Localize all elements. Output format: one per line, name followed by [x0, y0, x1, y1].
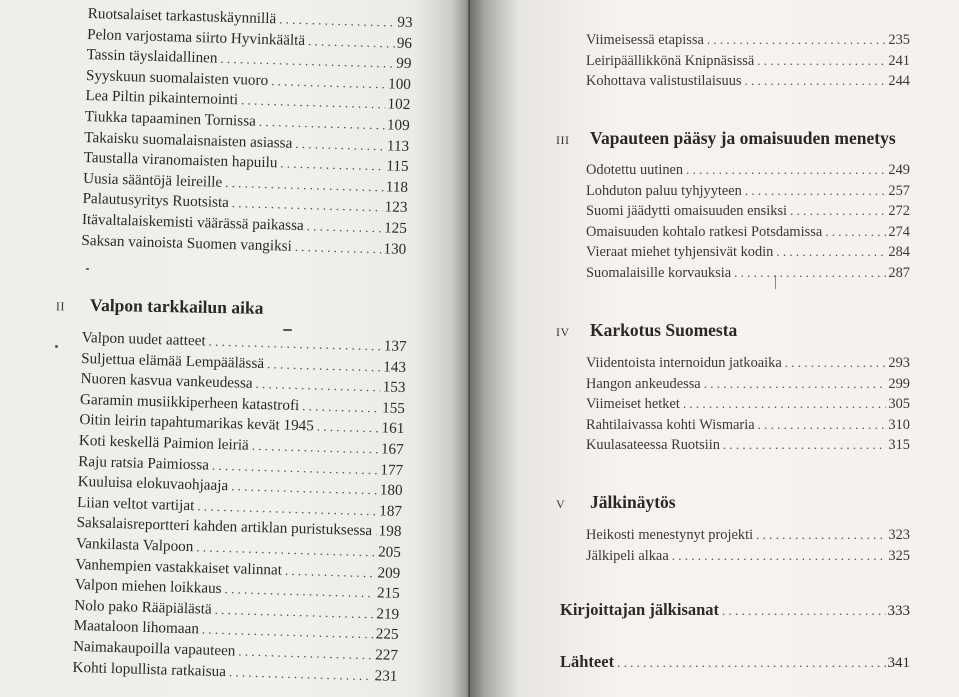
entry-title: Liian veltot vartijat — [76, 493, 195, 514]
part-title: Vapauteen pääsy ja omaisuuden menetys — [590, 128, 896, 148]
part2-continued-list — [586, 30, 910, 92]
toc-entry — [586, 242, 910, 263]
dot-leader — [295, 236, 382, 259]
entry-page: 257 — [888, 182, 910, 199]
entry-title: Naimakaupoilla vapauteen — [72, 637, 236, 660]
dot-leader — [758, 415, 887, 436]
entry-title: Pelon varjostama siirto Hyvinkäältä — [86, 25, 306, 49]
entry-title: Viidentoista internoidun jatkoaika — [586, 355, 782, 371]
entry-page: 231 — [374, 666, 398, 685]
entry-title: Takaisku suomalaisnaisten asiassa — [84, 128, 293, 152]
entry-title: Kuuluisa elokuvaohjaaja — [77, 473, 229, 495]
dot-leader — [375, 522, 377, 543]
part-numeral: IV — [556, 325, 570, 339]
part-heading — [556, 128, 896, 149]
paper-speck — [86, 268, 89, 270]
entry-title: Valpon uudet aatteet — [81, 328, 206, 350]
entry-page: 293 — [888, 355, 910, 371]
entry-title: Vieraat miehet tyhjensivät kodin — [586, 244, 774, 260]
entry-page: 325 — [888, 547, 910, 564]
entry-page: 249 — [888, 162, 910, 178]
entry-title: Viimeiset hetket — [586, 396, 680, 412]
part-heading — [56, 294, 264, 319]
entry-page: 125 — [383, 219, 408, 237]
paper-speck — [283, 329, 292, 331]
dot-leader — [285, 560, 376, 583]
entry-title: Raju ratsia Paimiossa — [78, 452, 210, 474]
entry-page: 137 — [383, 337, 407, 356]
entry-title: Lea Piltin pikainternointi — [85, 87, 239, 109]
part-heading — [556, 320, 737, 341]
entry-page: 235 — [888, 32, 910, 48]
entry-page: 315 — [888, 437, 910, 453]
entry-page: 205 — [377, 543, 402, 561]
entry-page: 161 — [381, 419, 405, 438]
toc-entry — [586, 51, 910, 72]
entry-page: 241 — [888, 52, 910, 69]
entry-title: Tassin täyslaidallinen — [86, 46, 218, 67]
left-page — [0, 0, 470, 697]
entry-page: 225 — [375, 625, 399, 644]
part1-continued-list — [81, 4, 413, 260]
dot-leader — [306, 216, 382, 239]
back-matter-entry — [560, 600, 910, 620]
toc-entry — [586, 353, 910, 374]
toc-entry — [586, 435, 910, 456]
entry-title: Lohduton paluu tyhjyyteen — [586, 182, 742, 199]
entry-page: 209 — [377, 563, 401, 582]
entry-page: 284 — [888, 244, 910, 260]
entry-title: Syyskuun suomalaisten vuoro — [85, 66, 269, 89]
dot-leader — [785, 353, 887, 374]
entry-page: 305 — [888, 396, 910, 412]
entry-title: Taustalla viranomaisten hapuilu — [83, 149, 278, 172]
dot-leader — [672, 546, 887, 567]
part-title: Jälkinäytös — [590, 492, 676, 512]
dot-leader — [686, 160, 886, 181]
entry-title: Itävaltalaiskemisti väärässä paikassa — [81, 210, 304, 235]
dot-leader — [295, 133, 385, 156]
entry-title: Valpon miehen loikkaus — [74, 576, 222, 598]
part3-list — [586, 160, 910, 283]
entry-page: 109 — [386, 116, 410, 134]
part2-list — [72, 328, 407, 687]
dot-leader — [825, 222, 886, 243]
part-numeral: III — [556, 133, 570, 147]
paper-speck — [775, 275, 776, 289]
entry-title: Suomalaisille korvauksia — [586, 264, 732, 281]
dot-leader — [722, 603, 885, 619]
dot-leader — [302, 396, 380, 419]
entry-page: 215 — [376, 584, 400, 603]
entry-page: 155 — [381, 399, 406, 417]
toc-entry — [586, 181, 910, 202]
part5-list — [586, 525, 910, 566]
toc-entry — [586, 374, 910, 395]
toc-entry — [586, 415, 910, 436]
entry-page: 167 — [380, 440, 404, 458]
dot-leader — [776, 242, 886, 263]
entry-title: Oitin leirin tapahtumarikas kevät 1945 — [79, 411, 315, 435]
entry-page: 180 — [379, 481, 403, 500]
dot-leader — [745, 181, 887, 202]
entry-title: Maataloon lihomaan — [73, 617, 200, 638]
entry-title: Nolo pako Rääpiälästä — [74, 596, 212, 618]
dot-leader — [617, 655, 885, 671]
right-page — [470, 0, 959, 697]
part-heading — [556, 492, 676, 513]
entry-title: Uusia sääntöjä leireille — [82, 169, 223, 191]
entry-title: Vanhempien vastakkaiset valinnat — [75, 555, 283, 579]
entry-title: Tiukka tapaaminen Tornissa — [84, 107, 257, 130]
entry-page: 198 — [378, 522, 402, 541]
part-numeral: V — [556, 497, 566, 511]
entry-title: Hangon ankeudessa — [586, 375, 701, 392]
dot-leader — [229, 662, 373, 687]
entry-page: 100 — [387, 75, 412, 93]
entry-title: Suljettua elämää Lempäälässä — [80, 349, 265, 372]
dot-leader — [280, 154, 385, 177]
entry-page: 102 — [387, 95, 411, 114]
toc-entry — [586, 30, 910, 51]
entry-page: 177 — [380, 460, 404, 479]
entry-page: 272 — [888, 203, 910, 219]
dot-leader — [745, 71, 887, 92]
entry-title: Leiripäällikkönä Knipnäsissä — [586, 52, 755, 69]
entry-title: Kirjoittajan jälkisanat — [560, 600, 720, 619]
entry-page: 143 — [383, 358, 407, 376]
entry-title: Viimeisessä etapissa — [586, 32, 704, 48]
entry-title: Heikosti menestynyt projekti — [586, 527, 754, 543]
part-numeral: II — [55, 299, 66, 314]
entry-page: 118 — [385, 178, 409, 196]
dot-leader — [707, 30, 887, 51]
entry-title: Koti keskellä Paimion leiriä — [78, 431, 250, 454]
dot-leader — [317, 417, 380, 439]
entry-title: Rahtilaivassa kohti Wismaria — [586, 416, 755, 433]
dot-leader — [683, 394, 887, 415]
entry-page: 310 — [888, 416, 910, 433]
entry-page: 96 — [396, 34, 413, 52]
entry-page: 287 — [888, 264, 910, 281]
toc-entry — [586, 394, 910, 415]
toc-entry — [586, 263, 910, 284]
entry-title: Kohottava valistustilaisuus — [586, 73, 742, 89]
entry-title: Garamin musiikkiperheen katastrofi — [79, 390, 300, 414]
toc-entry — [586, 525, 910, 546]
entry-title: Lähteet — [560, 652, 615, 671]
back-matter-entry — [560, 652, 910, 672]
dot-leader — [734, 263, 886, 284]
entry-page: 93 — [397, 13, 413, 32]
entry-title: Saksalaisreportteri kahden artiklan puristuksessa — [76, 514, 373, 540]
toc-entry — [586, 222, 910, 243]
toc-entry — [586, 201, 910, 222]
toc-entry — [586, 71, 910, 92]
entry-page: 299 — [888, 375, 910, 392]
dot-leader — [704, 374, 887, 395]
dot-leader — [756, 525, 886, 546]
entry-title: Kohti lopullista ratkaisua — [72, 658, 227, 680]
entry-title: Nuoren kasvua vankeudessa — [80, 370, 253, 392]
entry-title: Omaisuuden kohtalo ratkesi Potsdamissa — [586, 223, 823, 240]
entry-page: 153 — [382, 378, 406, 397]
part4-list — [586, 353, 910, 456]
entry-page: 227 — [374, 646, 399, 664]
entry-page: 274 — [888, 223, 910, 240]
entry-title: Ruotsalaiset tarkastuskäynnillä — [87, 4, 277, 28]
toc-entry — [586, 546, 910, 567]
entry-page: 244 — [888, 73, 910, 89]
entry-page: 113 — [386, 136, 410, 155]
dot-leader — [308, 31, 395, 54]
entry-page: 187 — [378, 502, 403, 520]
entry-page: 130 — [383, 239, 407, 258]
entry-title: Palautusyritys Ruotsista — [82, 190, 230, 212]
dot-leader — [723, 435, 887, 456]
entry-page: 123 — [384, 198, 408, 217]
entry-page: 219 — [376, 605, 400, 623]
paper-speck — [55, 345, 58, 348]
dot-leader — [790, 201, 886, 222]
entry-page: 341 — [887, 655, 910, 671]
part-title: Valpon tarkkailun aika — [89, 294, 264, 318]
toc-entry — [586, 160, 910, 181]
entry-page: 99 — [396, 54, 412, 73]
entry-title: Kuulasateessa Ruotsiin — [586, 437, 720, 453]
entry-title: Saksan vainoista Suomen vangiksi — [81, 231, 293, 255]
entry-title: Jälkipeli alkaa — [586, 547, 669, 564]
entry-page: 323 — [888, 527, 910, 543]
entry-title: Odotettu uutinen — [586, 162, 684, 178]
dot-leader — [757, 51, 886, 72]
part-title: Karkotus Suomesta — [590, 320, 738, 340]
entry-page: 115 — [386, 157, 409, 176]
entry-page: 333 — [887, 603, 910, 619]
entry-title: Vankilasta Valpoon — [75, 534, 194, 556]
entry-title: Suomi jäädytti omaisuuden ensiksi — [586, 203, 788, 219]
